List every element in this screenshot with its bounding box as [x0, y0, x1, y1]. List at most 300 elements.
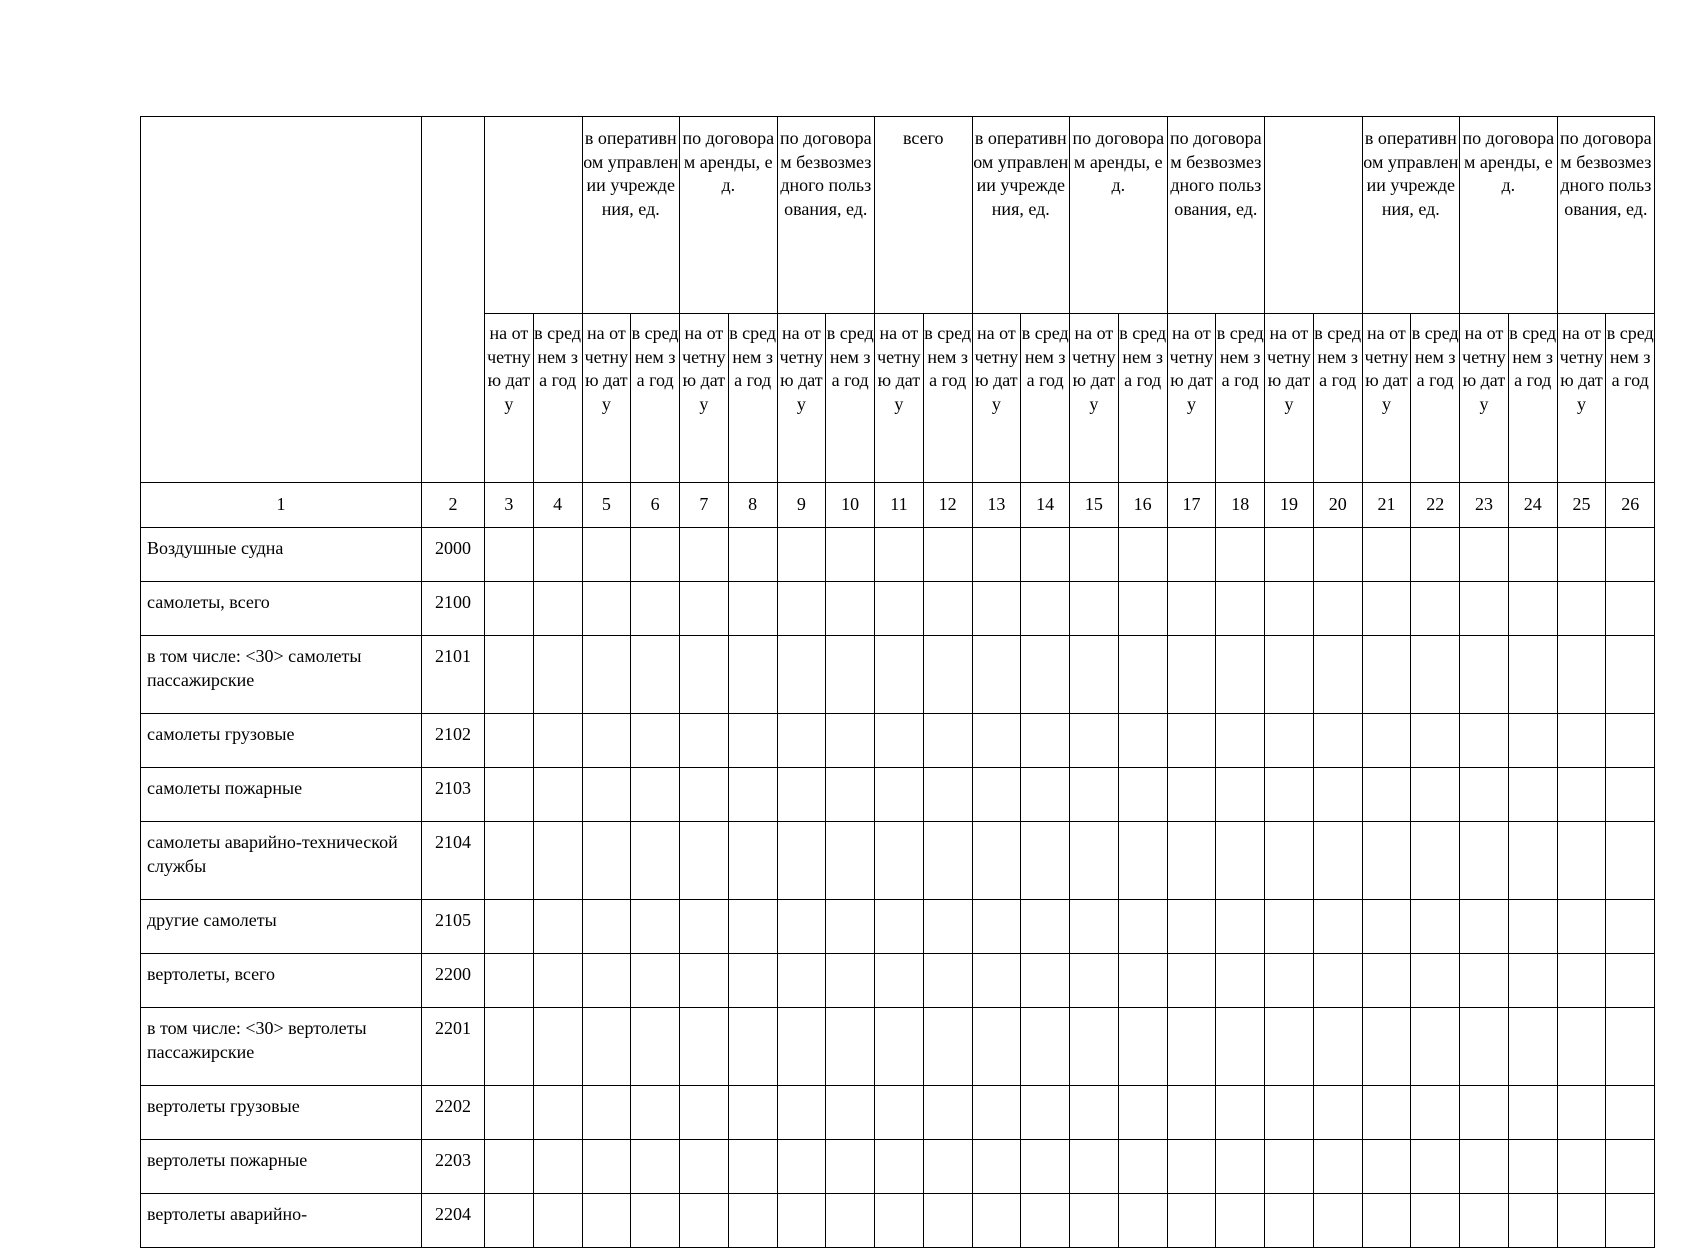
- data-cell[interactable]: [1362, 768, 1411, 822]
- data-cell[interactable]: [1070, 954, 1119, 1008]
- data-cell[interactable]: [1557, 1194, 1606, 1248]
- data-cell[interactable]: [1362, 1008, 1411, 1086]
- data-cell[interactable]: [777, 528, 826, 582]
- data-cell[interactable]: [533, 1086, 582, 1140]
- data-cell[interactable]: [680, 768, 729, 822]
- data-cell[interactable]: [1265, 822, 1314, 900]
- data-cell[interactable]: [680, 954, 729, 1008]
- data-cell[interactable]: [1265, 1140, 1314, 1194]
- data-cell[interactable]: [1216, 582, 1265, 636]
- data-cell[interactable]: [1460, 822, 1509, 900]
- data-cell[interactable]: [1313, 1140, 1362, 1194]
- data-cell[interactable]: [923, 1008, 972, 1086]
- data-cell[interactable]: [1508, 1140, 1557, 1194]
- data-cell[interactable]: [1557, 1086, 1606, 1140]
- data-cell[interactable]: [680, 1008, 729, 1086]
- column-number: 4: [533, 483, 582, 528]
- data-cell[interactable]: [728, 768, 777, 822]
- data-cell[interactable]: [631, 1086, 680, 1140]
- data-cell[interactable]: [777, 954, 826, 1008]
- data-cell[interactable]: [1362, 822, 1411, 900]
- data-cell[interactable]: [923, 900, 972, 954]
- data-cell[interactable]: [1313, 900, 1362, 954]
- data-cell[interactable]: [1606, 528, 1655, 582]
- data-cell[interactable]: [533, 636, 582, 714]
- data-cell[interactable]: [533, 822, 582, 900]
- data-cell[interactable]: [1411, 1008, 1460, 1086]
- data-cell[interactable]: [1313, 1194, 1362, 1248]
- row-code: 2101: [422, 636, 485, 714]
- data-cell[interactable]: [1265, 714, 1314, 768]
- data-cell[interactable]: [1606, 636, 1655, 714]
- data-cell[interactable]: [1557, 900, 1606, 954]
- data-cell[interactable]: [1021, 822, 1070, 900]
- data-cell[interactable]: [1216, 1008, 1265, 1086]
- data-cell[interactable]: [1606, 822, 1655, 900]
- data-cell[interactable]: [1265, 900, 1314, 954]
- column-number: 11: [875, 483, 924, 528]
- data-cell[interactable]: [1216, 1086, 1265, 1140]
- data-cell[interactable]: [1313, 582, 1362, 636]
- data-cell[interactable]: [728, 714, 777, 768]
- data-cell[interactable]: [680, 636, 729, 714]
- data-cell[interactable]: [1167, 528, 1216, 582]
- data-cell[interactable]: [875, 954, 924, 1008]
- data-cell[interactable]: [1460, 1008, 1509, 1086]
- column-number: 2: [422, 483, 485, 528]
- data-cell[interactable]: [1167, 1008, 1216, 1086]
- data-cell[interactable]: [1167, 768, 1216, 822]
- data-cell[interactable]: [1070, 582, 1119, 636]
- data-cell[interactable]: [1606, 1086, 1655, 1140]
- data-cell[interactable]: [582, 900, 631, 954]
- data-cell[interactable]: [533, 768, 582, 822]
- data-cell[interactable]: [875, 1140, 924, 1194]
- data-cell[interactable]: [582, 528, 631, 582]
- data-cell[interactable]: [1021, 900, 1070, 954]
- data-cell[interactable]: [1362, 582, 1411, 636]
- row-name: в том числе: <30> самолеты пассажирские: [141, 636, 422, 714]
- data-cell[interactable]: [728, 900, 777, 954]
- data-cell[interactable]: [485, 954, 534, 1008]
- data-cell[interactable]: [582, 636, 631, 714]
- data-cell[interactable]: [631, 954, 680, 1008]
- data-cell[interactable]: [728, 636, 777, 714]
- data-cell[interactable]: [923, 954, 972, 1008]
- data-cell[interactable]: [631, 714, 680, 768]
- data-cell[interactable]: [1021, 768, 1070, 822]
- data-cell[interactable]: [728, 822, 777, 900]
- data-cell[interactable]: [1460, 714, 1509, 768]
- data-cell[interactable]: [972, 1140, 1021, 1194]
- data-cell[interactable]: [1508, 822, 1557, 900]
- data-cell[interactable]: [1411, 714, 1460, 768]
- data-cell[interactable]: [728, 1140, 777, 1194]
- data-cell[interactable]: [875, 528, 924, 582]
- data-cell[interactable]: [485, 1194, 534, 1248]
- data-cell[interactable]: [1362, 714, 1411, 768]
- data-cell[interactable]: [1118, 528, 1167, 582]
- data-cell[interactable]: [777, 900, 826, 954]
- data-cell[interactable]: [582, 1008, 631, 1086]
- data-cell[interactable]: [1021, 582, 1070, 636]
- data-cell[interactable]: [826, 714, 875, 768]
- data-cell[interactable]: [1411, 636, 1460, 714]
- data-cell[interactable]: [826, 636, 875, 714]
- data-cell[interactable]: [1508, 1086, 1557, 1140]
- data-cell[interactable]: [1557, 636, 1606, 714]
- data-cell[interactable]: [631, 768, 680, 822]
- data-cell[interactable]: [728, 954, 777, 1008]
- data-cell[interactable]: [582, 954, 631, 1008]
- data-cell[interactable]: [1021, 528, 1070, 582]
- data-cell[interactable]: [875, 714, 924, 768]
- data-cell[interactable]: [1021, 1194, 1070, 1248]
- data-cell[interactable]: [1265, 954, 1314, 1008]
- data-cell[interactable]: [777, 1086, 826, 1140]
- data-cell[interactable]: [1118, 1008, 1167, 1086]
- data-cell[interactable]: [582, 768, 631, 822]
- data-cell[interactable]: [923, 822, 972, 900]
- data-cell[interactable]: [582, 1086, 631, 1140]
- data-cell[interactable]: [1508, 1008, 1557, 1086]
- data-cell[interactable]: [1460, 582, 1509, 636]
- data-cell[interactable]: [1216, 900, 1265, 954]
- data-cell[interactable]: [972, 1086, 1021, 1140]
- data-cell[interactable]: [1216, 768, 1265, 822]
- data-cell[interactable]: [972, 1008, 1021, 1086]
- row-name: Воздушные судна: [141, 528, 422, 582]
- data-cell[interactable]: [533, 954, 582, 1008]
- data-cell[interactable]: [1216, 822, 1265, 900]
- data-cell[interactable]: [1167, 900, 1216, 954]
- data-cell[interactable]: [485, 636, 534, 714]
- data-cell[interactable]: [1411, 900, 1460, 954]
- data-cell[interactable]: [1265, 1086, 1314, 1140]
- data-cell[interactable]: [1118, 1086, 1167, 1140]
- data-cell[interactable]: [1265, 1194, 1314, 1248]
- data-cell[interactable]: [1118, 768, 1167, 822]
- data-cell[interactable]: [1118, 900, 1167, 954]
- data-cell[interactable]: [1411, 1086, 1460, 1140]
- data-cell[interactable]: [1070, 1008, 1119, 1086]
- data-cell[interactable]: [1216, 714, 1265, 768]
- data-cell[interactable]: [631, 1140, 680, 1194]
- data-cell[interactable]: [1508, 954, 1557, 1008]
- data-cell[interactable]: [1460, 954, 1509, 1008]
- data-cell[interactable]: [826, 1008, 875, 1086]
- data-cell[interactable]: [533, 1194, 582, 1248]
- data-cell[interactable]: [875, 1086, 924, 1140]
- data-cell[interactable]: [1411, 528, 1460, 582]
- data-cell[interactable]: [777, 582, 826, 636]
- data-cell[interactable]: [1167, 954, 1216, 1008]
- data-cell[interactable]: [1460, 900, 1509, 954]
- data-cell[interactable]: [485, 1140, 534, 1194]
- data-cell[interactable]: [826, 900, 875, 954]
- data-cell[interactable]: [1118, 582, 1167, 636]
- data-cell[interactable]: [923, 636, 972, 714]
- data-cell[interactable]: [1606, 900, 1655, 954]
- data-cell[interactable]: [631, 1194, 680, 1248]
- data-cell[interactable]: [485, 582, 534, 636]
- data-cell[interactable]: [972, 582, 1021, 636]
- data-cell[interactable]: [1216, 1194, 1265, 1248]
- data-cell[interactable]: [680, 1140, 729, 1194]
- data-cell[interactable]: [728, 528, 777, 582]
- data-cell[interactable]: [1362, 1140, 1411, 1194]
- data-cell[interactable]: [777, 636, 826, 714]
- data-cell[interactable]: [485, 1008, 534, 1086]
- data-cell[interactable]: [826, 822, 875, 900]
- data-cell[interactable]: [680, 714, 729, 768]
- data-cell[interactable]: [1557, 714, 1606, 768]
- header-sub-average: в среднем за год: [631, 314, 680, 483]
- data-cell[interactable]: [777, 768, 826, 822]
- data-cell[interactable]: [1606, 1140, 1655, 1194]
- data-cell[interactable]: [1118, 714, 1167, 768]
- data-cell[interactable]: [972, 636, 1021, 714]
- data-cell[interactable]: [875, 636, 924, 714]
- data-cell[interactable]: [1313, 822, 1362, 900]
- data-cell[interactable]: [1557, 1140, 1606, 1194]
- data-cell[interactable]: [582, 714, 631, 768]
- data-cell[interactable]: [1362, 528, 1411, 582]
- data-cell[interactable]: [1606, 1008, 1655, 1086]
- data-cell[interactable]: [777, 714, 826, 768]
- data-cell[interactable]: [1508, 582, 1557, 636]
- data-cell[interactable]: [1460, 1086, 1509, 1140]
- data-cell[interactable]: [972, 954, 1021, 1008]
- data-cell[interactable]: [826, 528, 875, 582]
- data-cell[interactable]: [582, 1194, 631, 1248]
- data-cell[interactable]: [728, 1194, 777, 1248]
- data-cell[interactable]: [972, 822, 1021, 900]
- data-cell[interactable]: [875, 900, 924, 954]
- data-cell[interactable]: [1265, 1008, 1314, 1086]
- data-cell[interactable]: [1606, 954, 1655, 1008]
- data-cell[interactable]: [582, 582, 631, 636]
- data-cell[interactable]: [485, 528, 534, 582]
- data-cell[interactable]: [1313, 636, 1362, 714]
- data-cell[interactable]: [1508, 768, 1557, 822]
- header-group-8: по договорам безвозмездного пользования, ед.: [1167, 117, 1265, 314]
- data-cell[interactable]: [972, 528, 1021, 582]
- data-cell[interactable]: [1411, 954, 1460, 1008]
- data-cell[interactable]: [1508, 1194, 1557, 1248]
- data-cell[interactable]: [1021, 714, 1070, 768]
- data-cell[interactable]: [1411, 582, 1460, 636]
- data-cell[interactable]: [533, 900, 582, 954]
- data-cell[interactable]: [1070, 900, 1119, 954]
- data-cell[interactable]: [1606, 768, 1655, 822]
- data-cell[interactable]: [1362, 1194, 1411, 1248]
- data-cell[interactable]: [1118, 636, 1167, 714]
- data-cell[interactable]: [826, 1194, 875, 1248]
- data-cell[interactable]: [1557, 582, 1606, 636]
- data-cell[interactable]: [1313, 954, 1362, 1008]
- data-cell[interactable]: [1313, 1086, 1362, 1140]
- data-cell[interactable]: [582, 822, 631, 900]
- data-cell[interactable]: [1118, 822, 1167, 900]
- data-cell[interactable]: [1021, 1140, 1070, 1194]
- data-cell[interactable]: [1118, 1140, 1167, 1194]
- data-cell[interactable]: [1021, 1008, 1070, 1086]
- data-cell[interactable]: [533, 582, 582, 636]
- data-cell[interactable]: [680, 528, 729, 582]
- data-cell[interactable]: [1070, 1086, 1119, 1140]
- data-cell[interactable]: [728, 1008, 777, 1086]
- data-cell[interactable]: [1508, 636, 1557, 714]
- data-cell[interactable]: [485, 768, 534, 822]
- data-cell[interactable]: [631, 582, 680, 636]
- data-cell[interactable]: [972, 1194, 1021, 1248]
- data-cell[interactable]: [1313, 714, 1362, 768]
- data-cell[interactable]: [485, 822, 534, 900]
- data-cell[interactable]: [680, 900, 729, 954]
- data-cell[interactable]: [1167, 1194, 1216, 1248]
- data-cell[interactable]: [826, 954, 875, 1008]
- data-cell[interactable]: [631, 1008, 680, 1086]
- data-cell[interactable]: [1411, 1140, 1460, 1194]
- data-cell[interactable]: [533, 1008, 582, 1086]
- data-cell[interactable]: [1167, 714, 1216, 768]
- data-cell[interactable]: [1557, 528, 1606, 582]
- data-cell[interactable]: [1216, 1140, 1265, 1194]
- data-cell[interactable]: [875, 768, 924, 822]
- data-cell[interactable]: [1167, 582, 1216, 636]
- data-cell[interactable]: [875, 1008, 924, 1086]
- data-cell[interactable]: [826, 1086, 875, 1140]
- data-cell[interactable]: [1265, 582, 1314, 636]
- data-cell[interactable]: [1606, 582, 1655, 636]
- data-cell[interactable]: [1265, 528, 1314, 582]
- data-cell[interactable]: [1167, 822, 1216, 900]
- data-cell[interactable]: [1557, 768, 1606, 822]
- data-cell[interactable]: [1070, 1194, 1119, 1248]
- data-cell[interactable]: [1216, 954, 1265, 1008]
- data-cell[interactable]: [1557, 1008, 1606, 1086]
- data-cell[interactable]: [1557, 822, 1606, 900]
- data-cell[interactable]: [631, 900, 680, 954]
- data-cell[interactable]: [923, 1140, 972, 1194]
- data-cell[interactable]: [1460, 528, 1509, 582]
- data-cell[interactable]: [923, 768, 972, 822]
- data-cell[interactable]: [680, 822, 729, 900]
- data-cell[interactable]: [1362, 900, 1411, 954]
- data-cell[interactable]: [1460, 1140, 1509, 1194]
- data-cell[interactable]: [485, 714, 534, 768]
- data-cell[interactable]: [1216, 636, 1265, 714]
- data-cell[interactable]: [1460, 1194, 1509, 1248]
- data-cell[interactable]: [972, 900, 1021, 954]
- data-cell[interactable]: [680, 582, 729, 636]
- data-cell[interactable]: [1362, 636, 1411, 714]
- data-cell[interactable]: [1606, 1194, 1655, 1248]
- data-cell[interactable]: [826, 582, 875, 636]
- data-cell[interactable]: [972, 714, 1021, 768]
- data-cell[interactable]: [1313, 528, 1362, 582]
- data-cell[interactable]: [1362, 1086, 1411, 1140]
- data-cell[interactable]: [923, 528, 972, 582]
- data-cell[interactable]: [533, 528, 582, 582]
- data-cell[interactable]: [1606, 714, 1655, 768]
- data-cell[interactable]: [1070, 1140, 1119, 1194]
- data-cell[interactable]: [680, 1194, 729, 1248]
- table-row: [141, 768, 1655, 822]
- data-cell[interactable]: [680, 1086, 729, 1140]
- data-cell[interactable]: [1070, 636, 1119, 714]
- data-cell[interactable]: [1362, 954, 1411, 1008]
- data-cell[interactable]: [1411, 768, 1460, 822]
- data-cell[interactable]: [1557, 954, 1606, 1008]
- data-cell[interactable]: [1118, 954, 1167, 1008]
- data-cell[interactable]: [1265, 636, 1314, 714]
- data-cell[interactable]: [1508, 900, 1557, 954]
- data-cell[interactable]: [923, 582, 972, 636]
- data-cell[interactable]: [875, 822, 924, 900]
- data-cell[interactable]: [1167, 1140, 1216, 1194]
- data-cell[interactable]: [923, 1194, 972, 1248]
- data-cell[interactable]: [1167, 1086, 1216, 1140]
- data-cell[interactable]: [923, 1086, 972, 1140]
- data-cell[interactable]: [1021, 1086, 1070, 1140]
- data-cell[interactable]: [1265, 768, 1314, 822]
- data-cell[interactable]: [1070, 822, 1119, 900]
- data-cell[interactable]: [533, 1140, 582, 1194]
- row-name: вертолеты, всего: [141, 954, 422, 1008]
- row-name: самолеты пожарные: [141, 768, 422, 822]
- data-cell[interactable]: [485, 1086, 534, 1140]
- data-cell[interactable]: [1021, 954, 1070, 1008]
- data-cell[interactable]: [777, 1194, 826, 1248]
- data-cell[interactable]: [728, 1086, 777, 1140]
- data-cell[interactable]: [1508, 714, 1557, 768]
- data-cell[interactable]: [1167, 636, 1216, 714]
- data-cell[interactable]: [1313, 768, 1362, 822]
- data-cell[interactable]: [1070, 768, 1119, 822]
- data-cell[interactable]: [826, 768, 875, 822]
- data-cell[interactable]: [1021, 636, 1070, 714]
- data-cell[interactable]: [875, 1194, 924, 1248]
- data-cell[interactable]: [1460, 768, 1509, 822]
- data-cell[interactable]: [1118, 1194, 1167, 1248]
- data-cell[interactable]: [1460, 636, 1509, 714]
- data-cell[interactable]: [972, 768, 1021, 822]
- column-number: 21: [1362, 483, 1411, 528]
- data-cell[interactable]: [1508, 528, 1557, 582]
- data-cell[interactable]: [631, 822, 680, 900]
- data-cell[interactable]: [1070, 528, 1119, 582]
- data-cell[interactable]: [777, 1140, 826, 1194]
- data-cell[interactable]: [1411, 822, 1460, 900]
- data-cell[interactable]: [631, 528, 680, 582]
- data-cell[interactable]: [1411, 1194, 1460, 1248]
- data-cell[interactable]: [777, 1008, 826, 1086]
- data-cell[interactable]: [777, 822, 826, 900]
- data-cell[interactable]: [485, 900, 534, 954]
- data-cell[interactable]: [631, 636, 680, 714]
- data-cell[interactable]: [923, 714, 972, 768]
- data-cell[interactable]: [1070, 714, 1119, 768]
- data-cell[interactable]: [533, 714, 582, 768]
- data-cell[interactable]: [826, 1140, 875, 1194]
- data-cell[interactable]: [875, 582, 924, 636]
- data-cell[interactable]: [1216, 528, 1265, 582]
- data-cell[interactable]: [728, 582, 777, 636]
- data-cell[interactable]: [1313, 1008, 1362, 1086]
- data-cell[interactable]: [582, 1140, 631, 1194]
